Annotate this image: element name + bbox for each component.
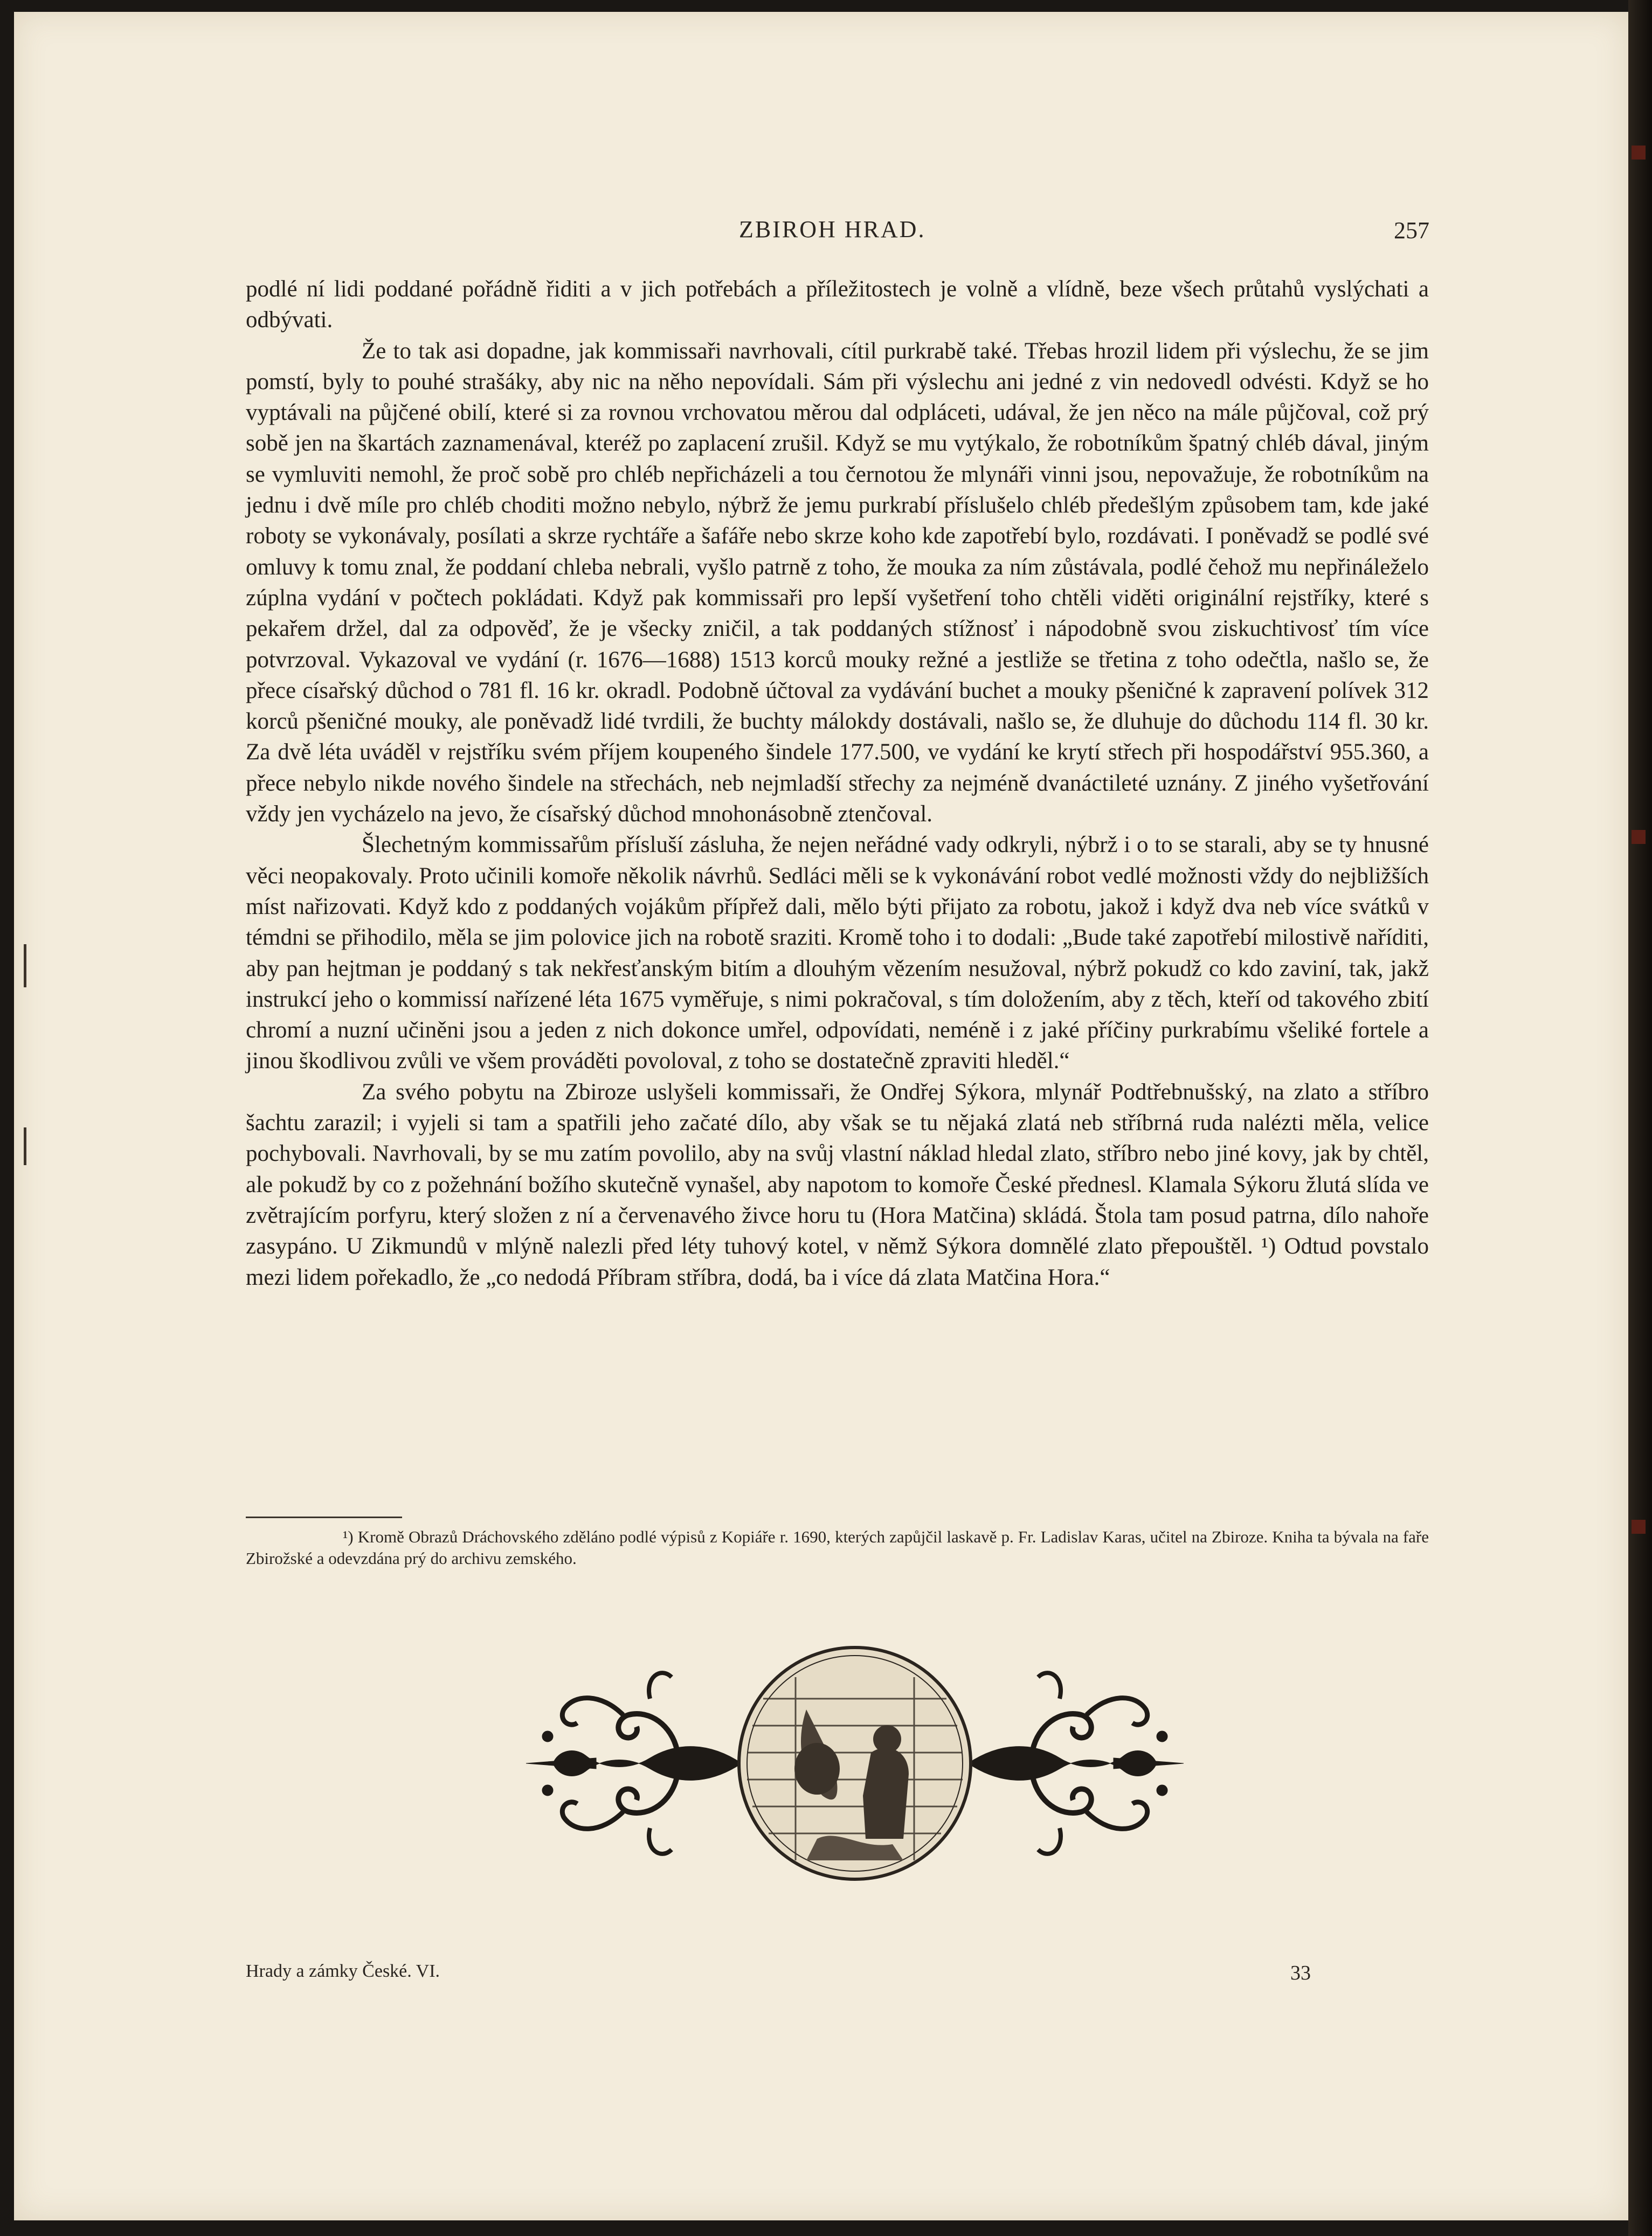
paragraph-2: Že to tak asi dopadne, jak kommissaři navrhovali, cítil purkrabě také. Třebas hrozil lidem při výslechu, že se jim pomstí, byly to pouhé strašáky, aby nic na něho nepovídali. Sám při výslechu ani jedné z vin nedovedl odvésti. Když se ho vyptávali na půjčené obilí, které si za rovnou vrchovatou měrou dal odpláceti, udával, že jen něco na mále půjčoval, což prý sobě jen na škartách zaznamenával, kteréž po zaplacení zrušil. Když se mu vytýkalo, že robotníkům špatný chléb dával, jiným se vymluviti nemohl, že proč sobě pro chléb nepřicházeli a tou černotou že mlynáři vinni jsou, nepovažuje, že robotníkům na jednu i dvě míle pro chléb choditi možno nebylo, nýbrž že jemu purkrabí příslušelo chléb předešlým způsobem tam, kde jaké roboty se vykonávaly, posílati a skrze rychtáře a šafáře nebo skrze koho kde zapotřebí bylo, rozdávati. I poněvadž se podlé své omluvy k tomu znal, že poddaní chleba nebrali, vyšlo patrně z toho, že mouka za ním zůstávala, podlé čehož mu nepřináleželo zúplna vydání v počtech pokládati. Když pak kommissaři pro lepší vyšetření toho chtěli viděti originální rejstříky, které s pekařem držel, dal za odpověď, že je všecky zničil, a tak poddaných stížnosť i nápodobně svou ziskuchtivosť tím více potvrzoval. Vykazoval ve vydání (r. 1676—1688) 1513 korců mouky režné a jestliže se třetina z toho odečtla, našlo se, že přece císařský důchod o 781 fl. 16 kr. okradl. Podobně účtoval za vydávání buchet a mouky pšeničné k zapravení polívek 312 korců pšeničné mouky, ale poněvadž lidé tvrdili, že buchty málokdy dostávali, našlo se, že dluhuje do důchodu 114 fl. 30 kr. Za dvě léta uváděl v rejstříku svém příjem koupeného šindele 177.500, ve vydání ke krytí střech při hospodářství 955.360, a přece nebylo nikde nového šindele na střechách, neb nejmladší střechy za nejméně dvanáctileté uznány. Z jiného vyšetřování vždy jen vycházelo na jevo, že císařský důchod mnohonásobně ztenčoval. bbox=[246, 338, 1429, 827]
right-scroll-ornament bbox=[968, 1673, 1184, 1854]
medallion-illustration bbox=[739, 1647, 971, 1879]
footnote-1: ¹) Kromě Obrazů Dráchovského zděláno podlé výpisů z Kopiáře r. 1690, kterých zapůjčil laskavě p. Fr. Ladislav Karas, učitel na Zbiroze. Kniha ta bývala na faře Zbirožské a odevzdána prý do archivu zemského. bbox=[246, 1527, 1429, 1568]
margin-mark bbox=[24, 944, 26, 987]
margin-mark bbox=[24, 1127, 26, 1165]
footnotes bbox=[246, 1526, 1429, 1569]
left-scroll-ornament bbox=[526, 1673, 742, 1854]
body-text bbox=[246, 274, 1429, 1293]
binding-mark bbox=[1632, 1520, 1646, 1534]
binding-mark bbox=[1632, 830, 1646, 844]
ornamental-vignette bbox=[515, 1634, 1194, 1893]
paragraph-3: Šlechetným kommissařům přísluší zásluha, že nejen neřádné vady odkryli, nýbrž i o to se starali, aby se ty hnusné věci neopakovaly. Proto učinili komoře několik návrhů. Sedláci měli se k vykonávání robot vedlé možnosti vždy do nejbližších míst nařizovati. Když kdo z poddaných vojákům přípřež dali, mělo býti přijato za robotu, jakož i když dva neb více svátků v témdni se přihodilo, měla se jim polovice jich na robotě sraziti. Kromě toho i to dodali: „Bude také zapotřebí milostivě naříditi, aby pan hejtman je poddaný s tak nekřesťanským bitím a dlouhým vězením nesužoval, nýbrž pokudž co kdo zaviní, tak, jakž instrukcí jeho o kommissí nařízené léta 1675 vyměřuje, s nimi pokračoval, s tím doložením, aby z těch, kteří od takového zbití chromí a nuzní učiněni jsou a jeden z nich dokonce umřel, odpovídati, neméně i z jaké příčiny purkrabímu všeliké fortele a jinou škodlivou zvůli ve všem prováděti povoloval, z toho se dostatečně zpraviti hleděl.“ bbox=[246, 832, 1429, 1074]
footer-signature-number: 33 bbox=[1290, 1962, 1311, 1984]
page-number: 257 bbox=[1394, 217, 1429, 244]
running-head: ZBIROH HRAD. bbox=[739, 216, 926, 243]
paragraph-1: podlé ní lidi poddané pořádně řiditi a v jich potřebách a příležitostech je volně a vlídně, beze všech průtahů vyslýchati a odbývati. bbox=[246, 276, 1429, 333]
book-page bbox=[14, 12, 1628, 2220]
footer-series-title: Hrady a zámky České. VI. bbox=[246, 1961, 440, 1981]
book-binding-edge bbox=[1628, 0, 1652, 2236]
paragraph-4: Za svého pobytu na Zbiroze uslyšeli kommissaři, že Ondřej Sýkora, mlynář Podtřebnušský, na zlato a stříbro šachtu zarazil; i vyjeli si tam a spatřili jeho začaté dílo, aby však se tu nějaká zlatá neb stříbrná ruda nalézti měla, velice pochybovali. Navrhovali, by se mu zatím povolilo, aby na svůj vlastní náklad hledal zlato, stříbro nebo jiné kovy, jak by chtěl, ale pokudž by co z požehnání božího skutečně vynašel, aby napotom to komoře České přednesl. Klamala Sýkoru žlutá slída ve zvětrajícím porfyru, který složen z ní a červenavého živce horu tu (Hora Matčina) skládá. Štola tam posud patrna, dílo nahoře zasypáno. U Zikmundů v mlýně nalezli před léty tuhový kotel, v němž Sýkora domnělé zlato přepouštěl. ¹) Odtud povstalo mezi lidem pořekadlo, že „co nedodá Příbram stříbra, dodá, ba i více dá zlata Matčina Hora.“ bbox=[246, 1079, 1429, 1290]
page-header bbox=[14, 216, 1628, 253]
binding-mark bbox=[1632, 146, 1646, 160]
footnote-rule bbox=[246, 1517, 402, 1518]
